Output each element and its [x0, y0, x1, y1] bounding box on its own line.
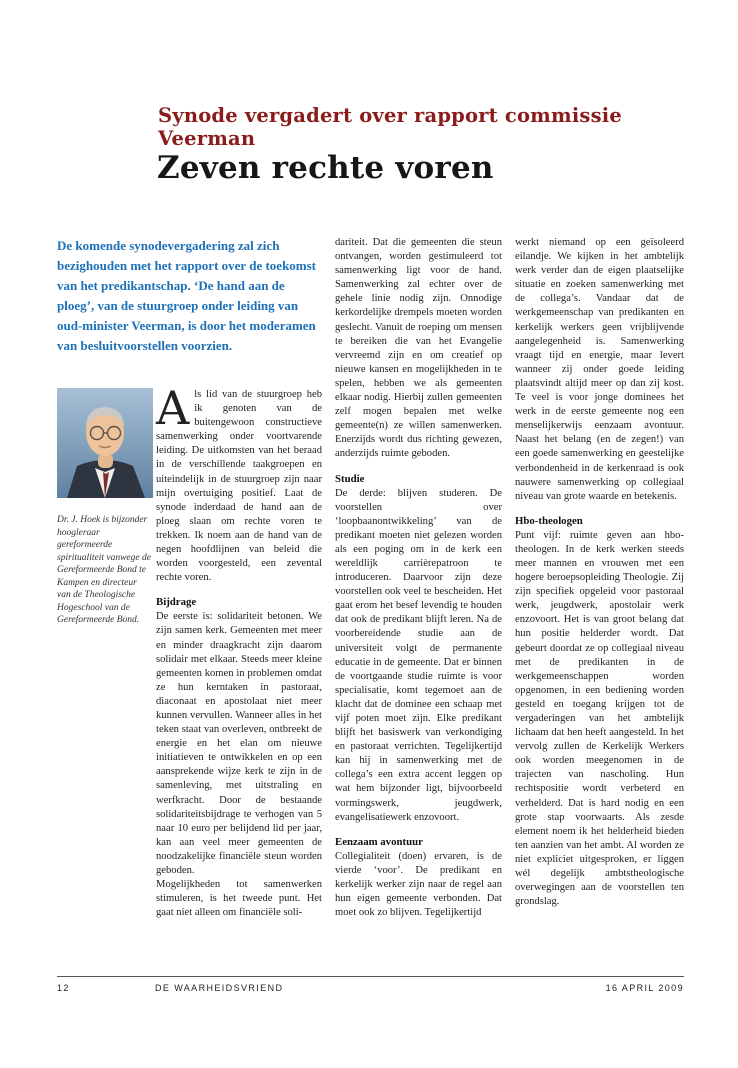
paragraph: Punt vijf: ruimte geven aan hbo-theologen. In de kerk werken steeds meer mannen en vrouwen met een hogere beroepsopleiding Theologie. Zij zijn specifiek opgeleid voor pastoraal werk, jeugdwerk, apostolair werk enzovoort. Het is van groot belang dat hun positie helderder wordt. Dat gebeurt doordat ze op collegiaal niveau met de predikanten in de werkgemeenschappen worden opgenomen, in een bediening worden gesteld en toegang krijgen tot de vergaderingen van het ambtelijk lichaam dat hen heeft aangesteld. In het vervolg zullen de Kerkelijk Werkers ook worden meegenomen in de trajecten van nascholing. Hun rechtspositie wordt verbeterd en verhelderd. Dat is hard nodig en een grote stap voorwaarts. Als zesde element noem ik het helderheid bieden ten aanzien van het ambt. Al worden ze niet expliciet uitgesproken, er liggen wél degelijk ambtstheologische overwegingen aan de voorstellen ten grondslag. — [515, 529, 684, 908]
paragraph: De eerste is: solidariteit betonen. We zijn samen kerk. Gemeenten met meer en minder draagkracht zijn daarom solidair met elkaar. Steeds meer kleine gemeenten komen in problemen omdat ze hun kerntaken in pastoraat, diaconaat en apostolaat niet meer kunnen vervullen. Wanneer alles in het teken staat van overleven, ontbreekt de energie en het elan om nieuwe initiatieven te ontwikkelen en op een aansprekende wijze kerk te zijn in de samenleving, met uitstraling en werfkracht. Door de bestaande solidariteitsbijdrage te verhogen van 5 naar 10 euro per belijdend lid per jaar, kan aan veel meer gemeenten de noodzakelijke financiële steun worden geboden. — [156, 611, 322, 876]
paragraph: De derde: blijven studeren. De voorstellen over ‘loopbaanontwikkeling’ van de predikant moeten niet gelezen worden als een poging om in de kerk een wereldlijk carrièrepatroon te introduceren. Daarvoor zijn deze voorstellen ook veel te bescheiden. Het gaat erom het besef levendig te houden dat ook de predikant blijft leren. Na de voorbereidende studie aan de universiteit volgt de permanente educatie in de gemeente. Dat er binnen de voortgaande studie ruimte is voor specialisatie, komt tegemoet aan de klacht dat de dominee een schaap met vijf poten moet zijn. Elke predikant blijft het basiswerk van verkondiging en pastoraat verrichten. Tegelijkertijd kan hij in samenwerking met de collega’s een extra accent leggen op wat hem bijzonder ligt, bijvoorbeeld vormingswerk, jeugdwerk, evangelisatiewerk enzovoort. — [335, 487, 502, 823]
paragraph: werkt niemand op een geïsoleerd eilandje. We kijken in het ambtelijk werk verder dan de eigen plaatselijke situatie en zoeken samenwerking met de collega’s. Vandaar dat de werkgemeenschap van predikanten en kerkelijk werkers geen vrijblijvende aangelegenheid is. Samenwerking vraagt tijd en energie, maar levert wanneer zij onder goede leiding plaatsvindt altijd meer op dan zij kost. Te veel is voor jonge dominees het werk in de eerste gemeente nog een menselijkerwijs eenzaam avontuur. Naast het belang (en de zegen!) van een goede samenwerking en geestelijke verbondenheid in de kerkenraad is ook nauwere samenwerking op collegiaal niveau van grote waarde en betekenis. — [515, 237, 684, 502]
paragraph: Mogelijkheden tot samenwerken stimuleren, is het tweede punt. Het gaat niet alleen om financiële soli- — [156, 879, 322, 919]
intro-paragraph — [156, 381, 322, 585]
drop-cap: A — [156, 381, 190, 435]
subhead-hbo-theologen: Hbo-theologen — [515, 514, 583, 527]
publication-name: DE WAARHEIDSVRIEND — [155, 983, 284, 993]
intro-text: ls lid van de stuurgroep heb ik genoten van de buitengewoon constructieve samenwerking onder voortvarende leiding. De uitkomsten van het beraad in de verschillende taakgroepen en uiteindelijk in de stuurgroep zijn naar mijn overtuiging positief. Laat de synode inderdaad de hand aan de ploeg slaan om rechte voren te trekken. Ik noem aan de hand van de negen hoofdlijnen van beleid die worden voorgesteld, een zevental rechte voren. — [156, 389, 322, 584]
body-column-2 — [335, 236, 502, 920]
body-column-3 — [515, 236, 684, 909]
body-column-1 — [156, 381, 322, 920]
article-kicker: Synode vergadert over rapport commissie Veerman — [158, 104, 623, 150]
issue-date: 16 APRIL 2009 — [605, 983, 684, 993]
article-lead: De komende synodevergadering zal zich bezighouden met het rapport over de toekomst van het predikantschap. ‘De hand aan de ploeg’, van de stuurgroep onder leiding van oud-minister Veerman, is door het moderamen van besluitvoorstellen voorzien. — [57, 238, 317, 353]
paragraph: Collegialiteit (doen) ervaren, is de vierde ‘voor’. De predikant en kerkelijk werker zijn naar de regel aan hun eigen gemeente verbonden. Dat moet ook zo blijven. Tegelijkertijd — [335, 850, 502, 919]
page-footer — [57, 976, 684, 993]
article-headline: Zeven rechte voren — [157, 150, 494, 186]
page-number: 12 — [57, 983, 70, 993]
portrait-photo-illustration — [57, 388, 153, 498]
subhead-studie: Studie — [335, 472, 365, 485]
subhead-bijdrage: Bijdrage — [156, 596, 197, 609]
subhead-eenzaam-avontuur: Eenzaam avontuur — [335, 835, 423, 848]
paragraph: dariteit. Dat die gemeenten die steun ontvangen, worden gestimuleerd tot samenwerking ligt voor de hand. Samenwerking zal echter over de gehele linie nodig zijn. Onnodige kerkordelijke drempels moeten worden geslecht. Vanuit de roeping om mensen te bereiken die van het Evangelie vervreemd zijn en om creatief op nieuwe kansen en mogelijkheden in te spelen, hebben we als gemeenten elkaar nodig. Hierbij zullen gemeenten zelf mogen bepalen met welke gemeente(n) ze willen samenwerken. Enerzijds wordt dus richting gewezen, anderzijds ruimte geboden. — [335, 237, 502, 460]
photo-caption: Dr. J. Hoek is bijzonder hoogleraar gereformeerde spiritualiteit vanwege de Gereformeerde Bond te Kampen en directeur van de Theologische Hogeschool van de Gereformeerde Bond. — [57, 515, 151, 625]
portrait-photo — [57, 388, 153, 498]
